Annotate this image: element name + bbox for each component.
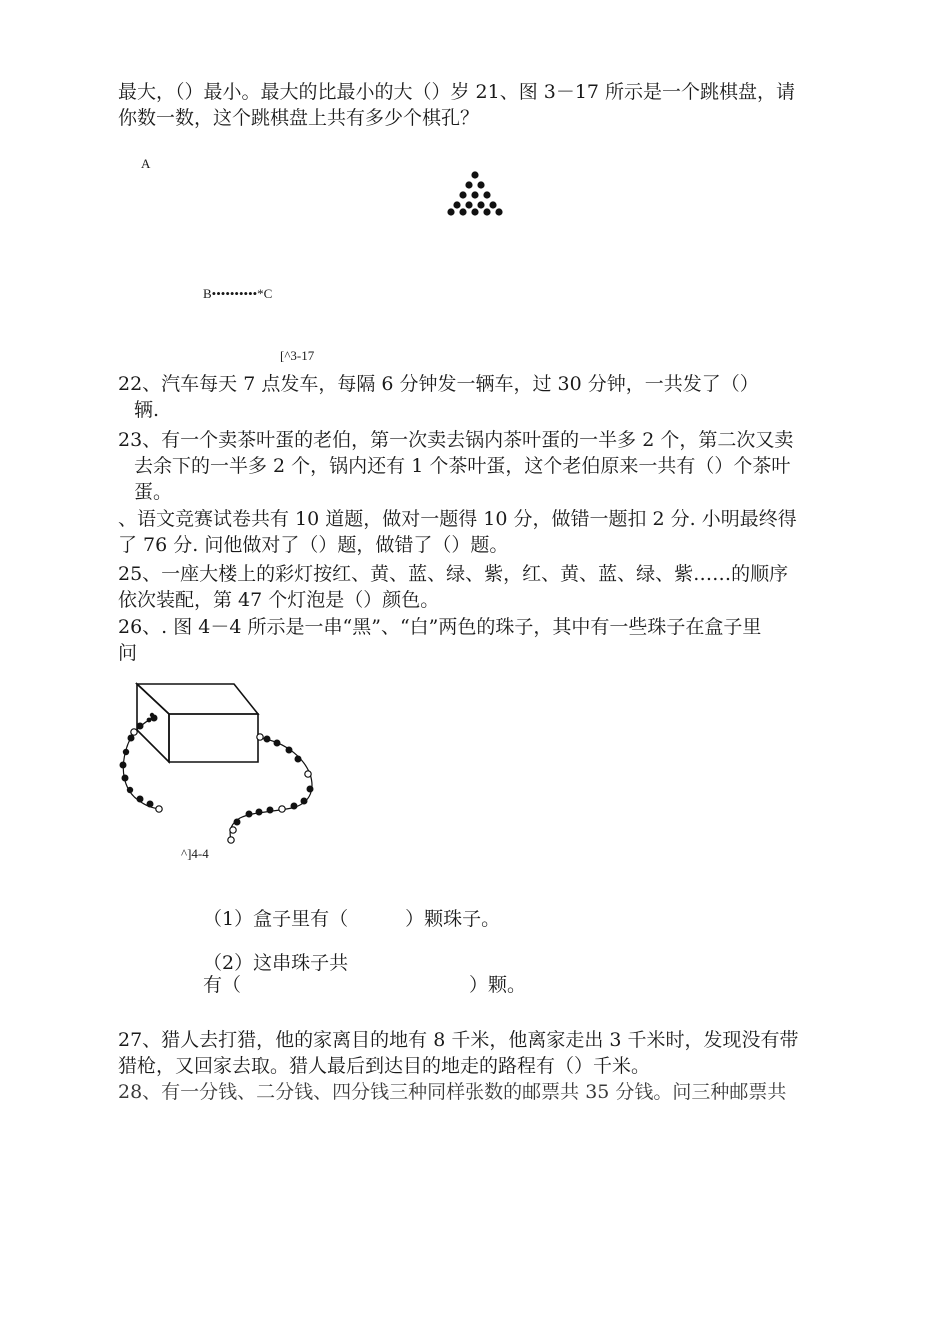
question-26-sub-2-line-1: （2）这串珠子共: [203, 952, 349, 974]
question-25-line-2: 依次装配，第 47 个灯泡是（）颜色。: [118, 589, 440, 611]
beads-right: [234, 736, 314, 826]
question-22-line-1: 22、汽车每天 7 点发车，每隔 6 分钟发一辆车，过 30 分钟，一共发了（）: [118, 373, 759, 395]
question-28-line-1: 28、有一分钱、二分钱、四分钱三种同样张数的邮票共 35 分钱。问三种邮票共: [118, 1081, 787, 1103]
figure-label-a: A: [141, 156, 151, 171]
question-26-line-1: 26、. 图 4－4 所示是一串“黑”、“白”两色的珠子，其中有一些珠子在盒子里: [118, 616, 762, 638]
question-27-line-1: 27、猎人去打猎，他的家离目的地有 8 千米，他离家走出 3 千米时，发现没有带: [118, 1029, 799, 1051]
bead-string-left: [123, 717, 160, 809]
box-front-face: [169, 714, 258, 762]
figure-label-bc: B••••••••••*C: [203, 286, 273, 301]
question-26-sub-1: （1）盒子里有（ ）颗珠子。: [203, 908, 501, 930]
question-21-line-1: 最大，（）最小。最大的比最小的大（）岁 21、图 3－17 所示是一个跳棋盘，请: [118, 81, 796, 103]
question-24-line-1: 、语文竞赛试卷共有 10 道题，做对一题得 10 分，做错一题扣 2 分. 小明最终得: [118, 508, 797, 530]
question-23-line-3: 蛋。: [134, 481, 173, 503]
question-25-line-1: 25、一座大楼上的彩灯按红、黄、蓝、绿、紫，红、黄、蓝、绿、紫……的顺序: [118, 563, 789, 585]
question-23-line-1: 23、有一个卖茶叶蛋的老伯，第一次卖去锅内茶叶蛋的一半多 2 个，第二次又卖: [118, 429, 794, 451]
box-top-face: [137, 684, 258, 714]
checkerboard-dot-triangle: [444, 168, 514, 220]
question-21-line-2: 你数一数，这个跳棋盘上共有多少个棋孔？: [118, 107, 480, 129]
figure-caption-3-17: [^3-17: [280, 348, 315, 363]
question-23-line-2: 去余下的一半多 2 个，锅内还有 1 个茶叶蛋，这个老伯原来一共有（）个茶叶: [134, 455, 791, 477]
beads-left: [120, 715, 158, 808]
question-22-line-2: 辆.: [134, 399, 160, 421]
bead-box-figure: [112, 682, 322, 847]
question-24-line-2: 了 76 分. 问他做对了（）题，做错了（）题。: [118, 534, 509, 556]
bead-string-right: [230, 738, 312, 842]
figure-caption-4-4: ^]4-4: [181, 846, 209, 861]
question-26-line-2: 问: [118, 642, 138, 664]
question-26-sub-2-line-2: 有（ ）颗。: [203, 974, 527, 996]
question-27-line-2: 猎枪，又回家去取。猎人最后到达目的地走的路程有（）千米。: [118, 1055, 651, 1077]
